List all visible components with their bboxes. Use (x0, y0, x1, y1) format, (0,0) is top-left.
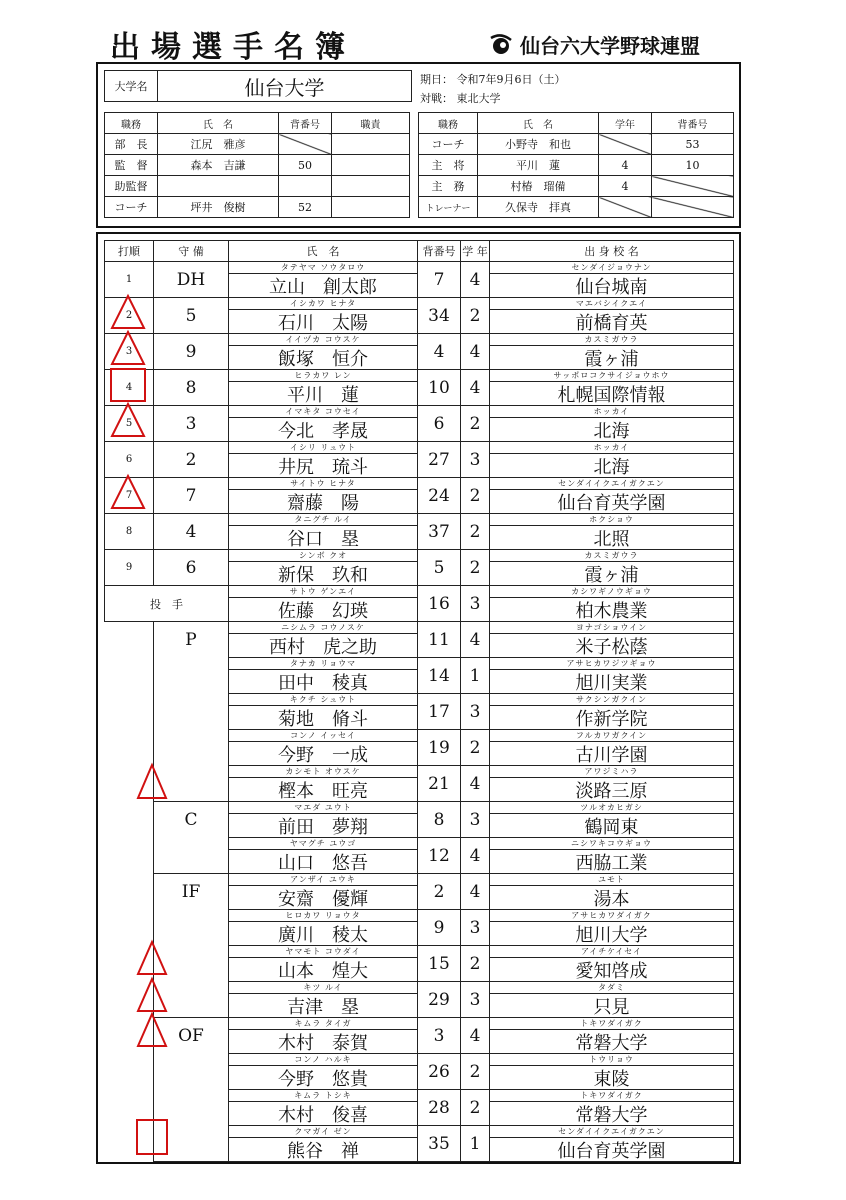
col-header: 背番号 (279, 113, 332, 134)
batting-order: 7 (105, 478, 154, 514)
player-name-kana: ニシムラ コウノスケ (229, 622, 417, 634)
batting-order: 2 (105, 298, 154, 334)
player-year: 2 (461, 730, 490, 766)
col-header: 背番号 (652, 113, 734, 134)
player-name-kana: タテヤマ ソウタロウ (229, 262, 417, 274)
player-school-kana: ヨナゴショウイン (490, 622, 733, 634)
staff-name: 江尻 雅彦 (158, 134, 279, 155)
player-school-text: 北照 (593, 528, 630, 550)
player-year: 2 (461, 550, 490, 586)
player-number: 35 (418, 1126, 461, 1162)
player-school-text: 東陵 (593, 1068, 630, 1090)
fielding-position: 6 (154, 550, 229, 586)
triangle-mark-yoshizu (138, 979, 166, 1011)
player-name-kana: シンボ クオ (229, 550, 417, 562)
player-school-kana: センダイジョウナン (490, 262, 733, 274)
batting-order: 1 (105, 262, 154, 298)
player-name-text: 木村 泰賀 (278, 1032, 368, 1054)
player-year: 4 (461, 838, 490, 874)
player-year: 2 (461, 298, 490, 334)
player-year: 2 (461, 946, 490, 982)
player-name-text: 平川 蓮 (287, 384, 359, 406)
player-name-kana: ヒラカワ レン (229, 370, 417, 382)
player-year: 4 (461, 1018, 490, 1054)
player-name-kana: コンノ イッセイ (229, 730, 417, 742)
col-header: 学年 (599, 113, 652, 134)
university-label: 大学名 (105, 71, 158, 101)
player-school-text: 霞ヶ浦 (584, 564, 639, 586)
triangle-mark-yamamoto (138, 942, 166, 974)
league-label: 仙台六大学野球連盟 (520, 34, 700, 58)
fielding-position: DH (154, 262, 229, 298)
staff-num: 10 (652, 155, 734, 176)
col-header: 職務 (105, 113, 158, 134)
player-school-text: 札幌国際情報 (557, 384, 666, 406)
col-header: 打順 (105, 241, 154, 262)
staff-role: コーチ (105, 197, 158, 218)
player-year: 2 (461, 478, 490, 514)
player-school-text: 霞ヶ浦 (584, 348, 639, 370)
player-school-kana: トウリョウ (490, 1054, 733, 1066)
staff-name: 村椿 瑠備 (478, 176, 599, 197)
player-school-kana: ユモト (490, 874, 733, 886)
player-number: 15 (418, 946, 461, 982)
col-header: 氏 名 (158, 113, 279, 134)
player-name-text: 廣川 稜太 (278, 924, 368, 946)
player-school-text: 旭川大学 (575, 924, 648, 946)
player-year: 2 (461, 406, 490, 442)
player-name-text: 木村 俊喜 (278, 1104, 368, 1126)
staff-num: 53 (652, 134, 734, 155)
player-school-kana: アサヒカワジツギョウ (490, 658, 733, 670)
player-school-kana: センダイイクエイガクエン (490, 1126, 733, 1138)
player-number: 4 (418, 334, 461, 370)
player-number: 21 (418, 766, 461, 802)
player-name-kana: イシカワ ヒナタ (229, 298, 417, 310)
player-number: 9 (418, 910, 461, 946)
player-number: 19 (418, 730, 461, 766)
player-school-text: 湯本 (593, 888, 630, 910)
player-school-text: 旭川実業 (575, 672, 648, 694)
player-name-kana: キクチ シュウト (229, 694, 417, 706)
player-name-kana: ヤマグチ ユウゴ (229, 838, 417, 850)
player-name-kana: キムラ タイガ (229, 1018, 417, 1030)
player-school-text: 常磐大学 (575, 1032, 648, 1054)
player-name-text: 熊谷 禅 (287, 1140, 359, 1162)
triangle-mark-order-3 (112, 332, 144, 364)
staff-name: 平川 蓮 (478, 155, 599, 176)
player-school-text: 仙台育英学園 (557, 492, 666, 514)
staff-name: 久保寺 拝真 (478, 197, 599, 218)
player-name-text: 今北 孝晟 (278, 420, 368, 442)
player-school-text: 淡路三原 (575, 780, 648, 802)
triangle-mark-order-2 (112, 296, 144, 328)
player-name-kana: カシモト オウスケ (229, 766, 417, 778)
player-year: 2 (461, 1090, 490, 1126)
player-name-kana: イマキタ コウセイ (229, 406, 417, 418)
player-school-text: 只見 (593, 996, 630, 1018)
player-school-kana: カシワギノウギョウ (490, 586, 733, 598)
col-header: 職責 (332, 113, 410, 134)
player-school-text: 愛知啓成 (575, 960, 648, 982)
player-year: 3 (461, 442, 490, 478)
player-number: 14 (418, 658, 461, 694)
player-school-text: 米子松蔭 (575, 636, 648, 658)
staff-role: 部 長 (105, 134, 158, 155)
staff-role: 主 務 (419, 176, 478, 197)
player-year: 4 (461, 262, 490, 298)
col-header: 出 身 校 名 (490, 241, 734, 262)
player-number: 24 (418, 478, 461, 514)
staff-year: 4 (599, 155, 652, 176)
player-name-text: 石川 太陽 (278, 312, 368, 334)
player-year: 2 (461, 514, 490, 550)
pitcher-label: 投 手 (105, 586, 229, 622)
staff-name: 坪井 俊樹 (158, 197, 279, 218)
staff-num: 50 (279, 155, 332, 176)
game-date: 期日： 令和7年9月6日（土） (420, 73, 566, 86)
player-name-text: 立山 創太郎 (269, 276, 377, 298)
col-header: 守 備 (154, 241, 229, 262)
player-number: 5 (418, 550, 461, 586)
player-school-kana: ツルオカヒガシ (490, 802, 733, 814)
staff-role: 主 将 (419, 155, 478, 176)
col-header: 学 年 (461, 241, 490, 262)
player-school-kana: アワジミハラ (490, 766, 733, 778)
player-name-text: 前田 夢翔 (278, 816, 368, 838)
player-school-kana: カスミガウラ (490, 334, 733, 346)
player-name-text: 新保 玖和 (278, 564, 368, 586)
batting-order: 4 (105, 370, 154, 406)
player-name-kana: タナカ リョウマ (229, 658, 417, 670)
player-school-text: 柏木農業 (575, 600, 648, 622)
player-year: 4 (461, 874, 490, 910)
fielding-position: 4 (154, 514, 229, 550)
triangle-mark-kimura-taiga (138, 1014, 166, 1046)
player-school-kana: ニシワキコウギョウ (490, 838, 733, 850)
player-name-kana: ヒロカワ リョウタ (229, 910, 417, 922)
player-school-kana: アサヒカワダイガク (490, 910, 733, 922)
player-number: 6 (418, 406, 461, 442)
bench-position: P (154, 622, 229, 658)
player-number: 37 (418, 514, 461, 550)
player-name-text: 田中 稜真 (278, 672, 368, 694)
player-name-kana: マエダ ユウト (229, 802, 417, 814)
player-name-text: 山口 悠吾 (278, 852, 368, 874)
staff-role: トレーナー (419, 197, 478, 218)
player-school-kana: ホクショウ (490, 514, 733, 526)
player-school-text: 古川学園 (575, 744, 648, 766)
triangle-mark-order-5 (112, 404, 144, 436)
player-school-kana: ホッカイ (490, 406, 733, 418)
player-name-kana: タニグチ ルイ (229, 514, 417, 526)
player-number: 29 (418, 982, 461, 1018)
bench-position: IF (154, 874, 229, 910)
player-number: 10 (418, 370, 461, 406)
fielding-position: 2 (154, 442, 229, 478)
player-number: 34 (418, 298, 461, 334)
player-year: 4 (461, 334, 490, 370)
col-header: 氏 名 (229, 241, 418, 262)
player-number: 28 (418, 1090, 461, 1126)
player-name-text: 西村 虎之助 (269, 636, 377, 658)
player-school-kana: フルカワガクイン (490, 730, 733, 742)
player-school-text: 仙台育英学園 (557, 1140, 666, 1162)
player-number: 3 (418, 1018, 461, 1054)
player-year: 3 (461, 982, 490, 1018)
player-name-text: 佐藤 幻瑛 (278, 600, 368, 622)
staff-role: 助監督 (105, 176, 158, 197)
player-name-text: 山本 煌大 (278, 960, 368, 982)
player-name-kana: クマガイ ゼン (229, 1126, 417, 1138)
player-name-text: 今野 一成 (278, 744, 368, 766)
player-number: 27 (418, 442, 461, 478)
player-number: 11 (418, 622, 461, 658)
player-name-text: 今野 悠貴 (278, 1068, 368, 1090)
player-name-text: 吉津 塁 (287, 996, 359, 1018)
player-name-kana: サトウ ゲンエイ (229, 586, 417, 598)
player-name-kana: イシリ リュウト (229, 442, 417, 454)
col-header: 職務 (419, 113, 478, 134)
staff-name: 小野寺 和也 (478, 134, 599, 155)
player-number: 7 (418, 262, 461, 298)
player-number: 2 (418, 874, 461, 910)
player-school-kana: サクシンガクイン (490, 694, 733, 706)
player-year: 2 (461, 1054, 490, 1090)
player-year: 3 (461, 802, 490, 838)
player-name-text: 飯塚 恒介 (278, 348, 368, 370)
game-opponent: 対戦： 東北大学 (420, 92, 501, 105)
batting-order: 8 (105, 514, 154, 550)
player-year: 1 (461, 658, 490, 694)
player-school-kana: カスミガウラ (490, 550, 733, 562)
player-number: 16 (418, 586, 461, 622)
player-school-kana: センダイイクエイガクエン (490, 478, 733, 490)
player-school-text: 北海 (593, 420, 630, 442)
university-name: 仙台大学 (244, 75, 325, 100)
player-name-kana: サイトウ ヒナタ (229, 478, 417, 490)
player-name-text: 菊地 脩斗 (278, 708, 368, 730)
player-school-kana: アイチケイセイ (490, 946, 733, 958)
player-school-text: 前橋育英 (575, 312, 648, 334)
batting-order: 9 (105, 550, 154, 586)
staff-role: 監 督 (105, 155, 158, 176)
player-name-text: 樫本 旺亮 (278, 780, 368, 802)
player-year: 4 (461, 766, 490, 802)
player-name-kana: コンノ ハルキ (229, 1054, 417, 1066)
bench-position: OF (154, 1018, 229, 1054)
player-school-kana: トキワダイガク (490, 1090, 733, 1102)
player-school-kana: サッポロコクサイジョウホウ (490, 370, 733, 382)
batting-order: 3 (105, 334, 154, 370)
triangle-mark-kashimoto (138, 765, 166, 798)
fielding-position: 3 (154, 406, 229, 442)
staff-role: コーチ (419, 134, 478, 155)
page-title: 出場選手名簿 (110, 30, 356, 65)
player-year: 3 (461, 694, 490, 730)
player-year: 4 (461, 370, 490, 406)
player-number: 12 (418, 838, 461, 874)
player-number: 17 (418, 694, 461, 730)
player-school-text: 作新学院 (575, 708, 648, 730)
col-header: 背番号 (418, 241, 461, 262)
player-school-text: 常磐大学 (575, 1104, 648, 1126)
fielding-position: 7 (154, 478, 229, 514)
player-year: 4 (461, 622, 490, 658)
player-year: 3 (461, 910, 490, 946)
player-school-text: 鶴岡東 (584, 816, 639, 838)
square-mark-kumagai (137, 1120, 167, 1154)
bench-position: C (154, 802, 229, 838)
player-number: 8 (418, 802, 461, 838)
player-number: 26 (418, 1054, 461, 1090)
player-name-kana: キムラ トシキ (229, 1090, 417, 1102)
batting-order: 5 (105, 406, 154, 442)
staff-num: 52 (279, 197, 332, 218)
player-school-kana: ホッカイ (490, 442, 733, 454)
col-header: 氏 名 (478, 113, 599, 134)
player-school-kana: マエバシイクエイ (490, 298, 733, 310)
player-school-kana: トキワダイガク (490, 1018, 733, 1030)
player-name-text: 安齋 優輝 (278, 888, 368, 910)
fielding-position: 5 (154, 298, 229, 334)
player-name-kana: アンザイ ユウキ (229, 874, 417, 886)
batting-order: 6 (105, 442, 154, 478)
player-name-kana: イイヅカ コウスケ (229, 334, 417, 346)
player-name-kana: ヤマモト コウダイ (229, 946, 417, 958)
square-mark-order-4 (111, 369, 145, 401)
player-school-kana: タダミ (490, 982, 733, 994)
fielding-position: 8 (154, 370, 229, 406)
staff-year: 4 (599, 176, 652, 197)
staff-name: 森本 吉謙 (158, 155, 279, 176)
player-school-text: 仙台城南 (575, 276, 648, 298)
player-name-text: 齋藤 陽 (287, 492, 359, 514)
triangle-mark-order-7 (112, 476, 144, 508)
player-name-text: 井尻 琉斗 (278, 456, 368, 478)
player-name-text: 谷口 塁 (287, 528, 359, 550)
player-school-text: 北海 (593, 456, 630, 478)
player-year: 3 (461, 586, 490, 622)
player-year: 1 (461, 1126, 490, 1162)
player-school-text: 西脇工業 (575, 852, 648, 874)
player-name-kana: キツ ルイ (229, 982, 417, 994)
fielding-position: 9 (154, 334, 229, 370)
